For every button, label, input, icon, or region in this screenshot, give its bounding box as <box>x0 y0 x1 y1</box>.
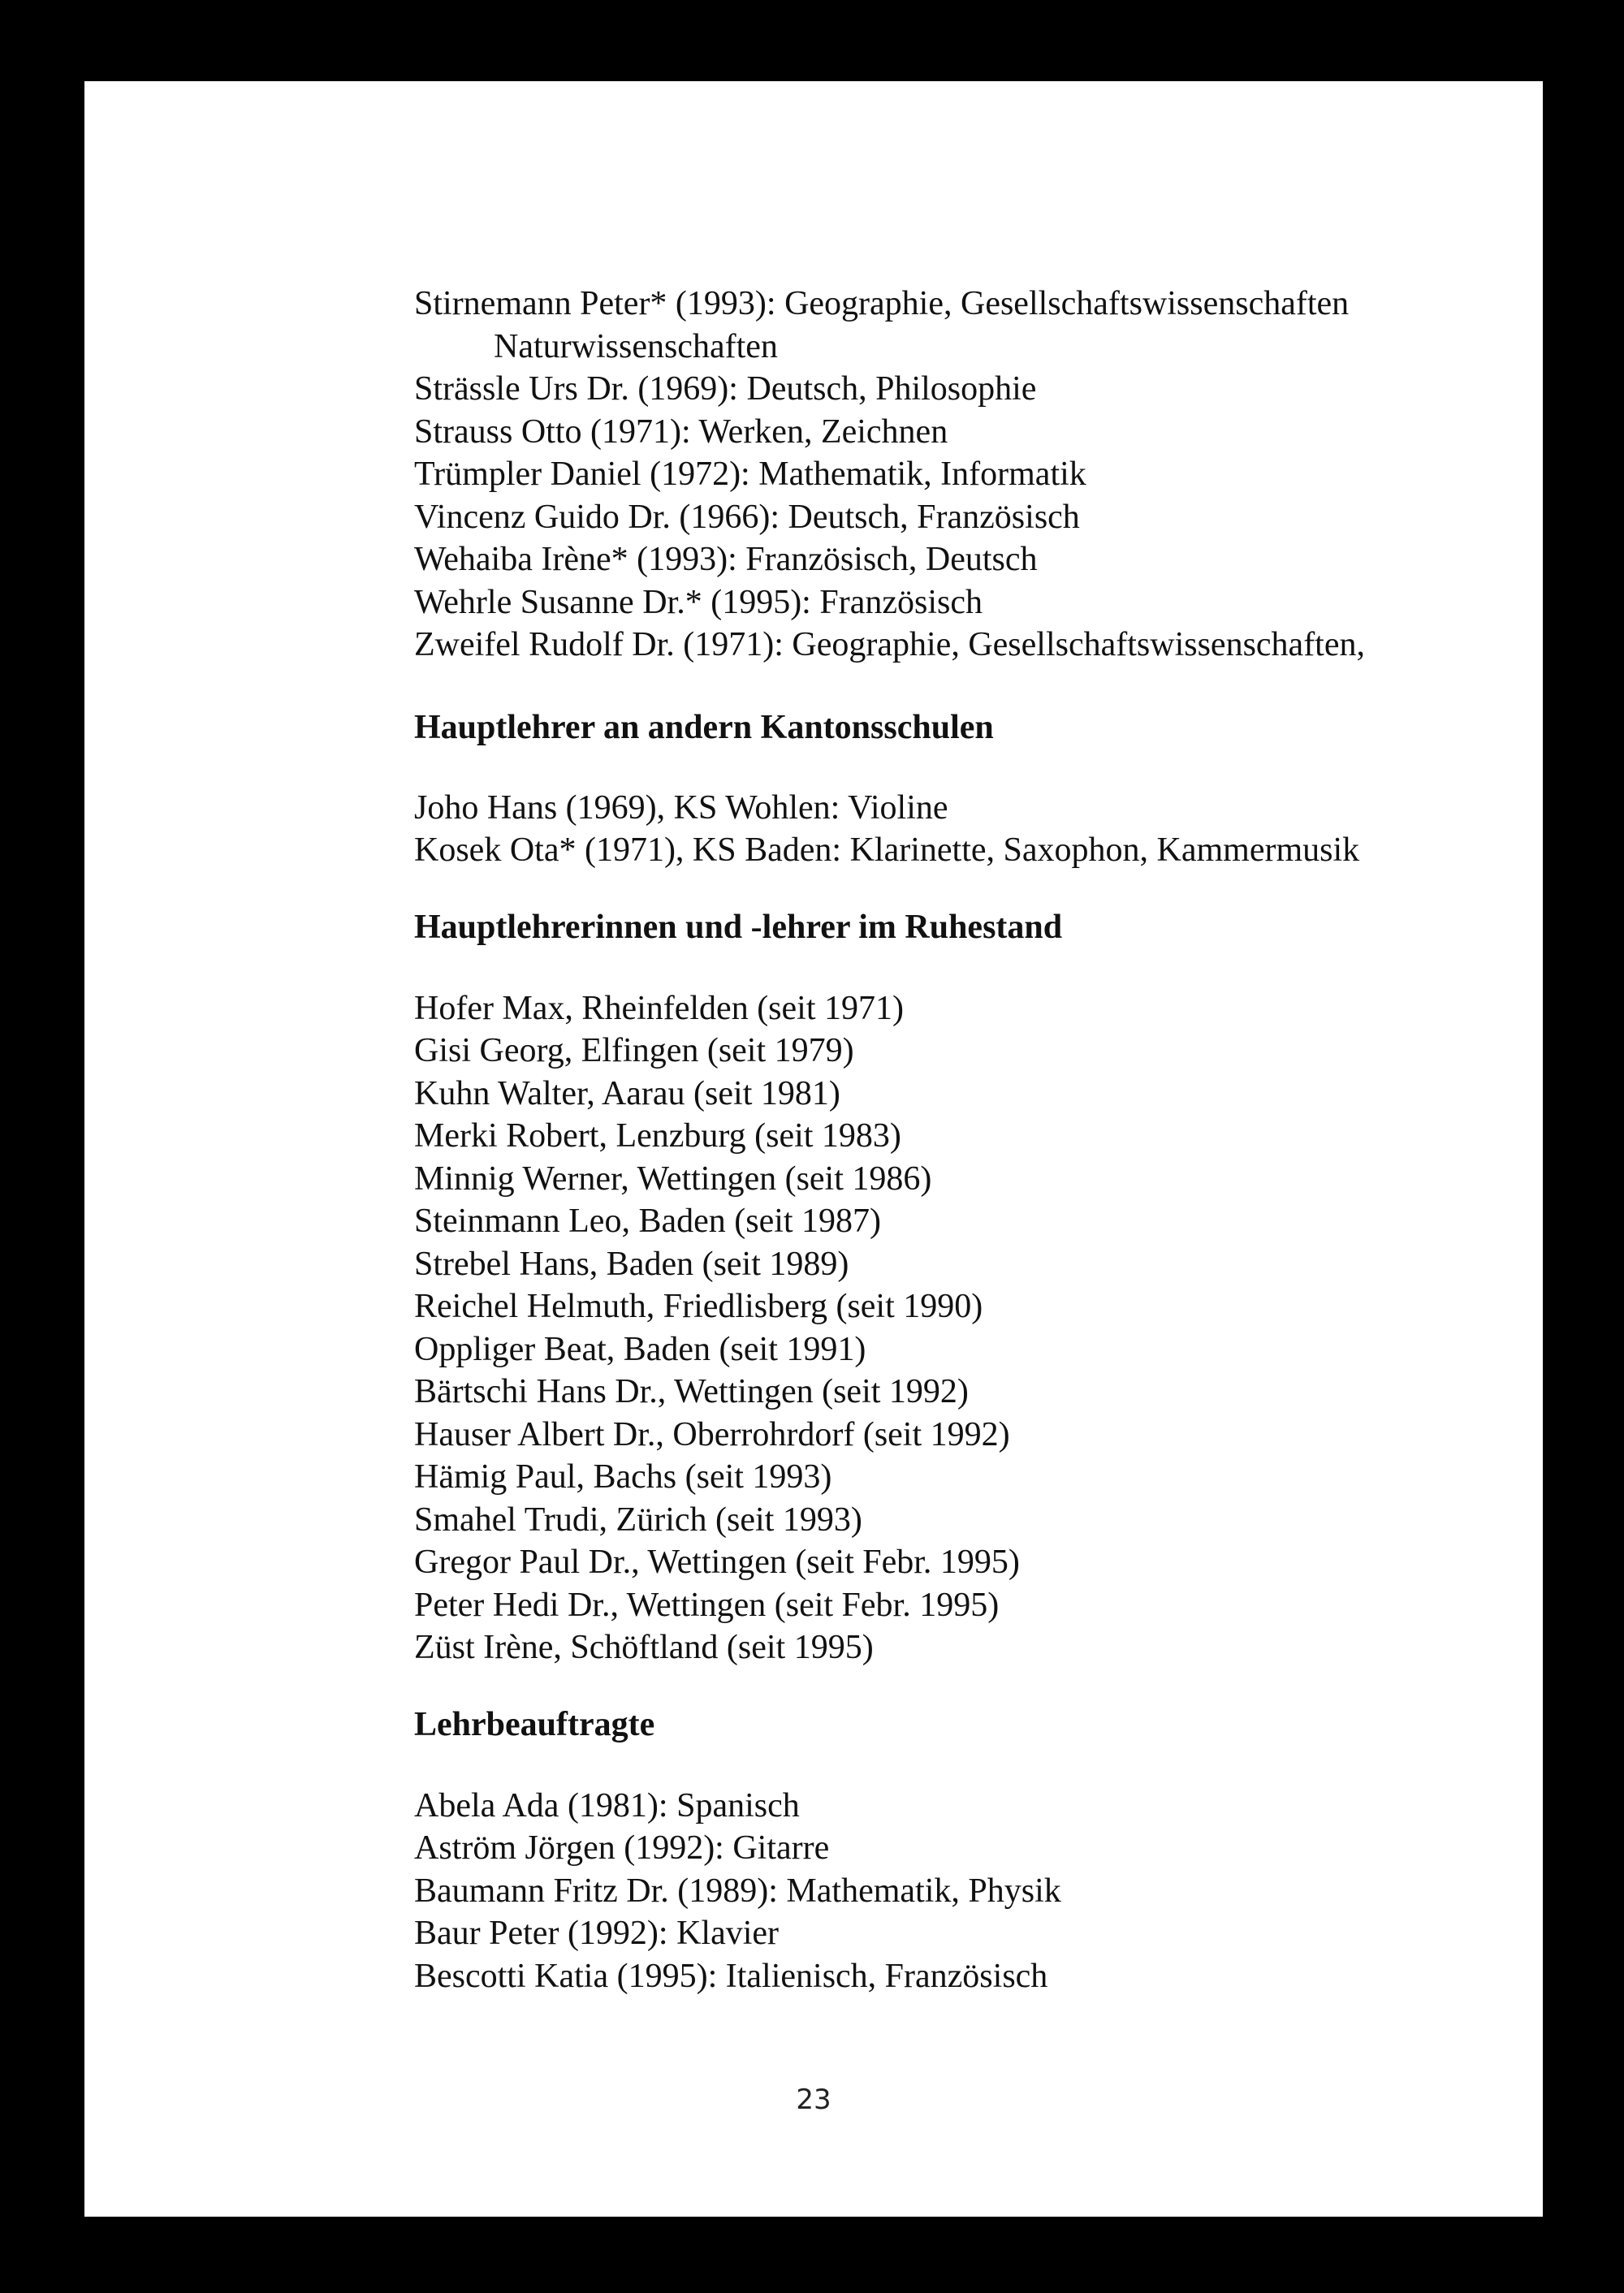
list-item: Baumann Fritz Dr. (1989): Mathematik, Physik <box>414 1872 1061 1910</box>
list-item: Gisi Georg, Elfingen (seit 1979) <box>414 1032 854 1069</box>
list-item: Bärtschi Hans Dr., Wettingen (seit 1992) <box>414 1373 969 1410</box>
list-item: Oppliger Beat, Baden (seit 1991) <box>414 1330 866 1368</box>
list-item: Trümpler Daniel (1972): Mathematik, Informatik <box>414 456 1086 493</box>
list-item: Züst Irène, Schöftland (seit 1995) <box>414 1629 874 1666</box>
list-item: Steinmann Leo, Baden (seit 1987) <box>414 1203 882 1240</box>
list-item: Kuhn Walter, Aarau (seit 1981) <box>414 1074 840 1112</box>
list-item: Peter Hedi Dr., Wettingen (seit Febr. 1995) <box>414 1586 1000 1624</box>
section-heading: Hauptlehrerinnen und -lehrer im Ruhestand <box>414 908 1063 946</box>
list-item: Stirnemann Peter* (1993): Geographie, Gesellschaftswissenschaften <box>414 285 1350 322</box>
teacher-list-continued <box>414 283 1535 667</box>
page-content <box>414 283 1535 1997</box>
list-item: Wehaiba Irène* (1993): Französisch, Deutsch <box>414 541 1038 578</box>
list-item: Strauss Otto (1971): Werken, Zeichnen <box>414 412 948 451</box>
section-heading: Lehrbeauftragte <box>414 1705 655 1743</box>
section-heading: Hauptlehrer an andern Kantonsschulen <box>414 708 994 746</box>
list-item: Gregor Paul Dr., Wettingen (seit Febr. 1995) <box>414 1544 1020 1581</box>
list-item: Wehrle Susanne Dr.* (1995): Französisch <box>414 583 983 621</box>
lecturers-section <box>414 1704 1535 1998</box>
list-item: Hauser Albert Dr., Oberrohrdorf (seit 1992) <box>414 1415 1010 1453</box>
list-item: Aström Jörgen (1992): Gitarre <box>414 1829 830 1867</box>
list-item: Bescotti Katia (1995): Italienisch, Französisch <box>414 1957 1048 1995</box>
list-item: Zweifel Rudolf Dr. (1971): Geographie, Gesellschaftswissenschaften, <box>414 626 1365 663</box>
list-item: Merki Robert, Lenzburg (seit 1983) <box>414 1117 901 1155</box>
list-item: Strässle Urs Dr. (1969): Deutsch, Philosophie <box>414 370 1037 408</box>
list-item: Kosek Ota* (1971), KS Baden: Klarinette, Saxophon, Kammermusik <box>414 831 1360 869</box>
list-item: Reichel Helmuth, Friedlisberg (seit 1990) <box>414 1288 983 1325</box>
list-item: Baur Peter (1992): Klavier <box>414 1915 780 1952</box>
list-item: Joho Hans (1969), KS Wohlen: Violine <box>414 788 948 827</box>
document-page <box>84 81 1543 2217</box>
list-item: Hämig Paul, Bachs (seit 1993) <box>414 1458 832 1496</box>
other-schools-section <box>414 706 1535 872</box>
page-number: 23 <box>796 2084 831 2116</box>
retired-section <box>414 906 1535 1669</box>
list-item: Hofer Max, Rheinfelden (seit 1971) <box>414 989 904 1027</box>
list-item-continuation: Naturwissenschaften <box>494 327 778 365</box>
list-item: Strebel Hans, Baden (seit 1989) <box>414 1245 849 1283</box>
list-item: Smahel Trudi, Zürich (seit 1993) <box>414 1501 862 1539</box>
list-item: Abela Ada (1981): Spanisch <box>414 1786 800 1824</box>
list-item: Minnig Werner, Wettingen (seit 1986) <box>414 1159 932 1198</box>
list-item: Vincenz Guido Dr. (1966): Deutsch, Französisch <box>414 498 1080 536</box>
